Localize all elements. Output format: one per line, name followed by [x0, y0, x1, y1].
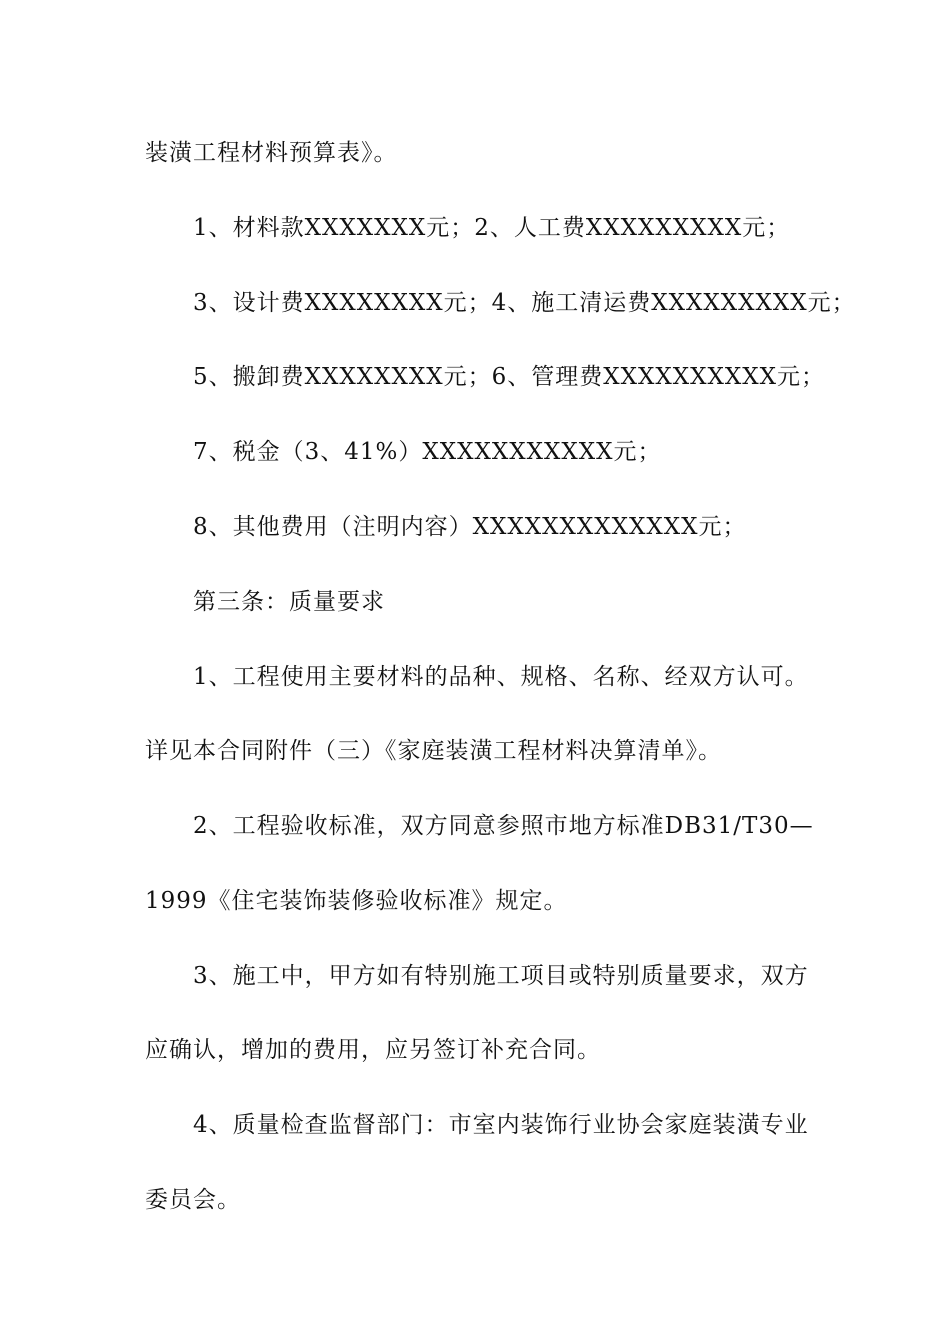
- text-line-5: 7、税金（3、41%）XXXXXXXXXXX元；: [193, 439, 662, 465]
- section-heading: 第三条：质量要求: [193, 589, 385, 615]
- text-line-11: 1999《住宅装饰装修验收标准》规定。: [145, 888, 568, 914]
- text-line-2: 1、材料款XXXXXXX元；2、人工费XXXXXXXXX元；: [193, 215, 791, 241]
- text-line-8: 1、工程使用主要材料的品种、规格、名称、经双方认可。: [193, 664, 809, 690]
- text-line-6: 8、其他费用（注明内容）XXXXXXXXXXXXX元；: [193, 514, 747, 540]
- text-line-12: 3、施工中，甲方如有特别施工项目或特别质量要求，双方: [193, 963, 809, 989]
- text-line-1: 装潢工程材料预算表》。: [145, 140, 398, 166]
- text-line-13: 应确认，增加的费用，应另签订补充合同。: [145, 1037, 601, 1063]
- text-line-14: 4、质量检查监督部门：市室内装饰行业协会家庭装潢专业: [193, 1112, 809, 1138]
- text-line-15: 委员会。: [145, 1187, 241, 1213]
- text-line-4: 5、搬卸费XXXXXXXX元；6、管理费XXXXXXXXXX元；: [193, 364, 825, 390]
- text-line-10: 2、工程验收标准，双方同意参照市地方标准DB31/T30—: [193, 813, 814, 839]
- text-line-3: 3、设计费XXXXXXXX元；4、施工清运费XXXXXXXXX元；: [193, 290, 856, 316]
- text-line-9: 详见本合同附件（三）《家庭装潢工程材料决算清单》。: [145, 738, 722, 764]
